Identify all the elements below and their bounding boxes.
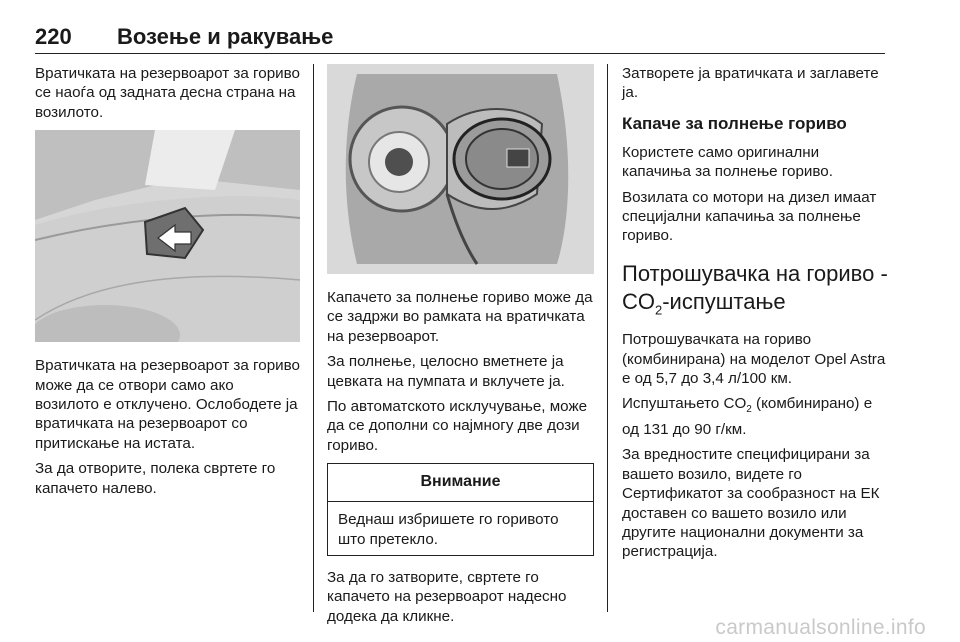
column-3 [622,64,890,568]
paragraph-certificate: За вредностите специфицирани за вашето возило, видете го Сертификатот за сообразност на ЕК доставен со вашето возило или другите национални документи за регистрација. [622,446,880,561]
column-divider-2 [607,64,608,612]
column-divider-1 [313,64,314,612]
co2-pre: Испуштањето CO [622,395,747,413]
paragraph-open-cap: За да отворите, полека свртете го капачето налево. [35,460,276,497]
page-header [35,22,885,52]
paragraph-close-door: Затворете ја вратичката и заглавете ја. [622,65,879,102]
paragraph-close-cap: За да го затворите, свртете го капачето на резервоарот надесно додека да кликне. [327,569,567,625]
notice-title: Внимание [328,464,593,502]
page-title: Возење и ракување [117,24,334,49]
paragraph-co2-emissions [622,394,890,439]
caution-notice [327,463,594,556]
paragraph-original-caps: Користете само оригинални капачиња за полнење гориво. [622,143,833,181]
paragraph-consumption-values: Потрошувачката на гориво (комбинирана) на моделот Opel Astra е од 5,7 до 3,4 л/100 км. [622,331,886,388]
notice-text: Веднаш избришете го горивото што претекло. [338,511,559,548]
intro-paragraph: Вратичката на резервоарот за гориво се наоѓа од задната десна страна на возилото. [35,65,300,121]
header-rule [35,53,885,54]
watermark: carmanualsonline.info [715,616,926,639]
column-1 [35,64,300,504]
paragraph-open-door: Вратичката на резервоарот за гориво може да се отвори само ако возилото е отклучено. Ослободете ја вратичката на резервоарот со притискање на истата. [35,357,300,452]
paragraph-auto-cutoff: По автоматското исклучување, може да се дополни со најмногу две дози гориво. [327,398,588,454]
heading-fuel-consumption [622,260,890,324]
heading-fuel-cap: Капаче за полнење гориво [622,113,847,133]
heading-fuel-consumption-sub: 2 [655,302,663,318]
co2-post: (комбинирано) е од 131 до 90 г/км. [622,395,873,438]
paragraph-refuel: За полнење, целосно вметнете ја цевката на пумпата и вклучете ја. [327,353,565,390]
page-number: 220 [35,24,72,49]
heading-fuel-consumption-pre: Потрошувачка на гориво - CO [622,260,888,314]
column-2 [327,64,594,632]
paragraph-diesel-caps: Возилата со мотори на дизел имаат специјални капачиња за полнење гориво. [622,188,877,245]
co2-sub: 2 [746,404,752,416]
paragraph-cap-holder: Капачето за полнење гориво може да се задржи во рамката на вратичката на резервоарот. [327,289,593,345]
fuel-door-car-illustration [35,130,300,342]
fuel-cap-illustration [327,64,594,274]
heading-fuel-consumption-post: -испуштање [662,288,786,314]
